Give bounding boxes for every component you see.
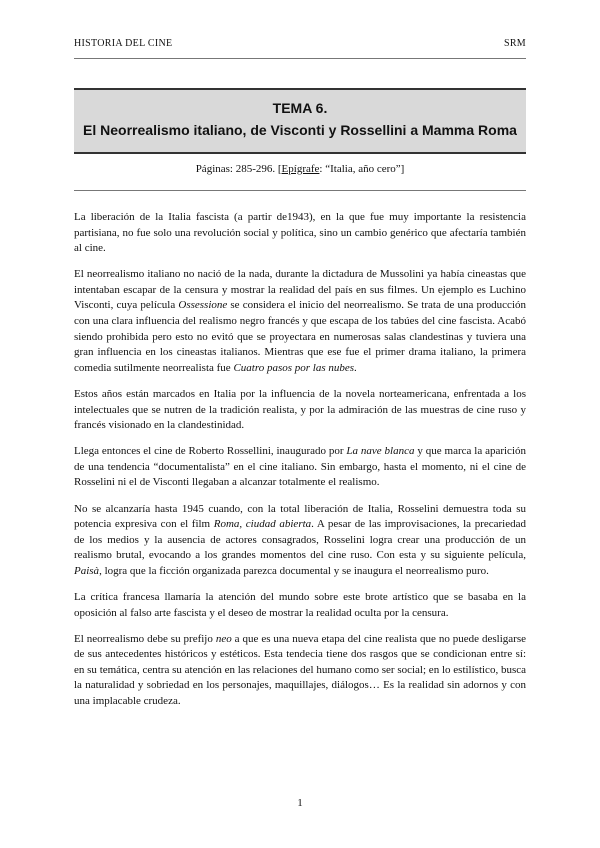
running-header <box>74 38 526 49</box>
title-box <box>74 88 526 154</box>
body-paragraph <box>74 632 526 710</box>
topic-title: El Neorrealismo italiano, de Visconti y Rossellini a Mamma Roma <box>83 122 517 138</box>
header-author-initials: SRM <box>503 38 526 49</box>
pages-prefix: Páginas: 285-296. [ <box>195 163 282 175</box>
italic-title: Ossessione <box>178 299 228 312</box>
text-run: No se alcanzaría hasta 1945 cuando, con la total liberación de Italia, Rosselini demuestra toda su potencia expresiva con el film <box>74 502 526 531</box>
pages-suffix: : “Italia, año cero”] <box>319 163 405 175</box>
text-run: . <box>354 361 357 374</box>
epigraph-label: Epígrafe <box>281 163 320 175</box>
text-run: se considera el inicio del neorrealismo. Se trata de una producción con una clara influencia del realismo negro francés y que escapa de los tabúes del cine fascista. Acabó siendo prohibida pero esto no evitó que se proyectara en numerosas salas clandestinas y tuviera una gran influencia en los cineastas italianos. Mientras que ese fue el primer drama italiano, la primera comedia sutilmente neorrealista fue <box>74 299 526 374</box>
text-run: La crítica francesa llamaría la atención del mundo sobre este brote artístico que se basaba en la oposición al falso arte fascista y el deseo de mostrar la realidad oculta por la censura. <box>74 590 526 619</box>
body-paragraph <box>74 502 526 580</box>
text-run: Estos años están marcados en Italia por la influencia de la novela norteamericana, enfrentada a los intelectuales que se nutren de la tradición realista, y por la admiración de las muestras de cine ruso y francés visionado en la clandestinidad. <box>74 387 526 432</box>
text-run: El neorrealismo debe su prefijo <box>74 632 216 645</box>
text-run: y que marca la aparición de una tendencia “documentalista” en el cine italiano. Sin embargo, hasta el momento, ni el cine de Rosselini ni el de Visconti llegaban a alcanzar totalmente el realismo. <box>74 445 526 489</box>
italic-title: La nave blanca <box>346 445 415 458</box>
section-rule <box>74 190 526 191</box>
italic-title: Cuatro pasos por las nubes <box>233 361 355 374</box>
body-paragraph <box>74 444 526 491</box>
body-paragraph <box>74 210 526 257</box>
topic-number: TEMA 6. <box>272 100 328 116</box>
italic-title: neo <box>215 632 232 645</box>
page-number: 1 <box>297 797 303 809</box>
text-run: El neorrealismo italiano no nació de la nada, durante la dictadura de Mussolini ya había cineastas que intentaban escapar de la censura y mostrar la realidad del país en sus filmes. Un ejemplo es Luchino Visconti, cuya película <box>74 268 526 312</box>
body-text <box>74 210 526 720</box>
pages-reference <box>74 163 526 175</box>
text-run: . A pesar de las improvisaciones, la precariedad de los medios y la ausencia de actores consagrados, Rosselini logra crear una producción de un realismo brutal, evocando a los grandes momentos del cine ruso. Con esta y su siguiente película, <box>74 518 526 562</box>
text-run: a que es una nueva etapa del cine realista que no puede desligarse de sus antecedentes históricos y estéticos. Esta tendecia tiene dos rasgos que se condicionan entre sí: en su temática, centra su atención en las relaciones del humano como ser social; en lo estilístico, busca la naturalidad y sobriedad en los personajes, maquillajes, diálogos… Es la realidad sin adornos y con una implacable crudeza. <box>74 632 526 708</box>
italic-title: Roma, ciudad abierta <box>213 518 312 531</box>
header-rule <box>74 58 526 59</box>
text-run: , logra que la ficción organizada parezca documental y se inaugura el neorrealismo puro. <box>99 564 489 577</box>
text-run: Llega entonces el cine de Roberto Rossellini, inaugurado por <box>74 445 347 458</box>
body-paragraph <box>74 590 526 621</box>
body-paragraph <box>74 267 526 376</box>
italic-title: Paisà <box>74 564 100 577</box>
text-run: La liberación de la Italia fascista (a partir de1943), en la que fue muy importante la resistencia partisiana, no fue solo una revolución social y política, sino un cambio genérico que afectaría también al cine. <box>74 211 526 255</box>
header-course-title: HISTORIA DEL CINE <box>74 38 173 49</box>
body-paragraph <box>74 387 526 434</box>
